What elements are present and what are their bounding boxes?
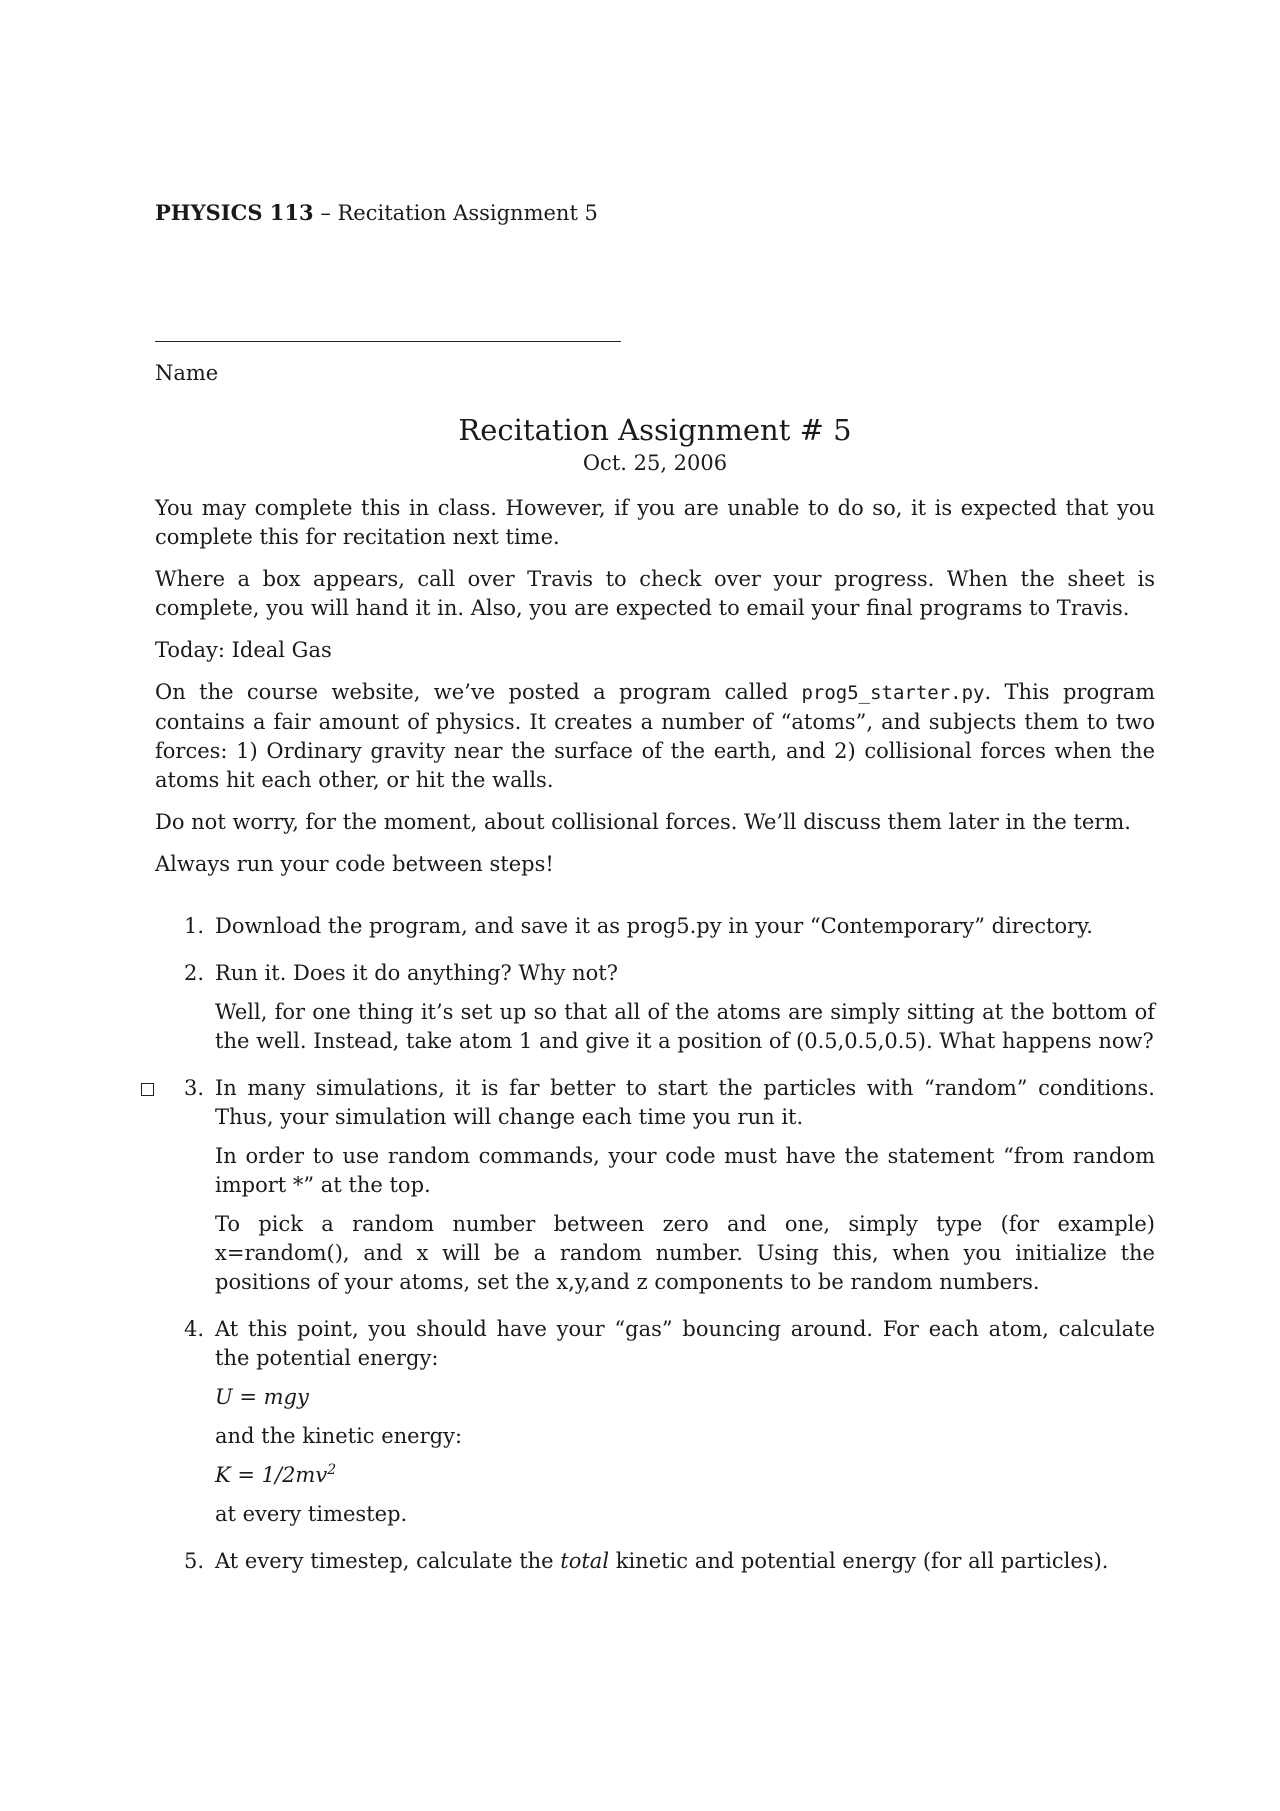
paragraph-4-start: On the course website, we’ve posted a program called [155,680,802,704]
item-text: at every timestep. [215,1502,408,1526]
equation-exponent: 2 [327,1462,337,1478]
name-signature-line [155,341,621,342]
list-item [155,912,1155,941]
intro-text [155,494,1155,892]
item-text-end: kinetic and potential energy (for all particles). [609,1549,1109,1573]
header-subtitle: Recitation Assignment 5 [337,201,598,225]
checkpoint-checkbox[interactable] [141,1083,154,1096]
item-text: To pick a random number between zero and one, simply type (for example) x=random(), and x will be a random number. Using this, when you initialize the positions of your atoms, set the x,y,and z components to be random numbers. [215,1212,1155,1294]
paragraph-1: You may complete this in class. However, if you are unable to do so, it is expected that you complete this for recitation next time. [155,496,1155,549]
item-text: In order to use random commands, your code must have the statement “from random import *” at the top. [215,1144,1155,1197]
starter-filename: prog5_starter.py [801,682,985,704]
list-item [155,959,1155,1056]
item-number: 3. [184,1076,205,1100]
paragraph-5: Do not worry, for the moment, about collisional forces. We’ll discuss them later in the term. [155,810,1131,834]
course-code: PHYSICS 113 [155,200,314,225]
paragraph-4-end: . This program contains a fair amount of physics. It creates a number of “atoms”, and subjects them to two forces: 1) Ordinary gravity near the surface of the earth, and 2) collisional forces when the atoms hit each other, or hit the walls. [155,680,1155,792]
item-text: Download the program, and save it as prog5.py in your “Contemporary” directory. [215,914,1093,938]
item-text: and the kinetic energy: [215,1424,463,1448]
paragraph-4 [155,678,1155,795]
paragraph-6: Always run your code between steps! [155,852,554,876]
header-dash: – [313,201,338,225]
item-text: At this point, you should have your “gas” bouncing around. For each atom, calculate the potential energy: [215,1317,1155,1370]
item-text: Run it. Does it do anything? Why not? [215,961,618,985]
page-header [155,200,598,225]
list-item [155,1315,1155,1529]
list-item [155,1074,1155,1297]
item-text-emphasis: total [560,1549,610,1573]
steps-list [155,912,1155,1594]
potential-energy-equation: U = mgy [215,1385,309,1409]
item-text [215,1547,1155,1576]
item-number: 4. [184,1317,205,1341]
item-number: 5. [184,1549,205,1573]
item-number: 1. [184,914,205,938]
paragraph-3: Today: Ideal Gas [155,638,332,662]
item-text: Well, for one thing it’s set up so that all of the atoms are simply sitting at the bottom of the well. Instead, take atom 1 and give it a position of (0.5,0.5,0.5). What happens now? [215,1000,1155,1053]
list-item [155,1547,1155,1576]
document-title: Recitation Assignment # 5 [458,413,852,447]
item-number: 2. [184,961,205,985]
paragraph-2: Where a box appears, call over Travis to check over your progress. When the sheet is complete, you will hand it in. Also, you are expected to email your final programs to Travis. [155,567,1155,620]
name-label: Name [155,361,219,385]
kinetic-energy-equation [215,1461,1155,1490]
item-text-start: At every timestep, calculate the [215,1549,561,1573]
equation-body: K = 1/2mv [215,1463,328,1487]
document-date: Oct. 25, 2006 [582,451,728,475]
item-text: In many simulations, it is far better to start the particles with “random” conditions. Thus, your simulation will change each time you run it. [215,1076,1155,1129]
